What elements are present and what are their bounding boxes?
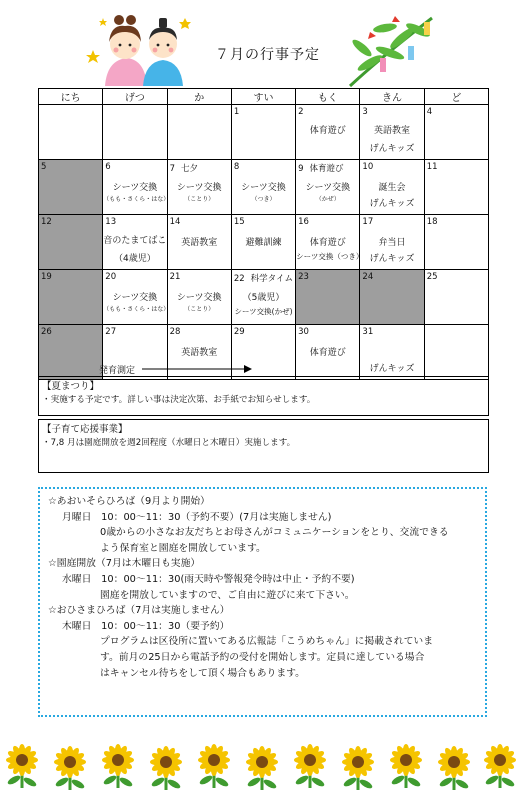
info-desc: す。前月の25日から電話予約の受付を開始します。定員に達している場合 [100,651,425,663]
info-desc: プログラムは区役所に置いてある広報誌「こうめちゃん」に掲載されていま [100,636,433,648]
calendar-cell [231,105,295,160]
calendar-cell [231,270,295,325]
section-body: ・実施する予定です。詳しい事は決定次第、お手紙でお知らせします。 [42,395,316,405]
calendar-cell [360,325,424,380]
calendar-cell [103,270,170,325]
day-number: 17 [362,217,374,227]
day-number: 6 [105,162,111,172]
event-label: 弁当日 [378,238,406,248]
event-label: シーツ交換 [241,183,286,193]
sunflower-icon [384,742,428,788]
sunflower-icon [432,744,476,790]
event-label: シーツ交換 [176,183,222,193]
calendar-cell [360,215,424,270]
info-desc: 園庭を開放していますので、ご自由に遊びに来て下さい。 [100,589,355,601]
bamboo-decoration-icon [340,8,440,90]
natsumatsuri-section [38,376,489,416]
weekday-header: か [167,89,231,105]
day-number: 23 [298,272,309,282]
event-sub-label: （つき） [251,196,276,203]
info-title: ☆あおいそらひろば（9月より開始） [48,496,210,507]
event-label: シーツ交換 [176,293,222,303]
day-number: 7 七夕 [169,164,198,174]
event-label: シーツ交換(かぜ) [234,307,293,316]
sunflower-icon [0,742,44,788]
sunflower-icon [336,744,380,790]
event-label: 誕生会 [378,183,406,193]
info-time: 月曜日 10：00～11：30（予約不要）(7月は実施しません) [62,511,332,523]
calendar-cell [424,270,488,325]
day-number: 18 [426,217,438,227]
calendar-cell [296,325,360,380]
day-number: 27 [105,327,117,337]
kosodate-section [38,419,489,473]
event-sub-label: （もも・さくら・はな） [103,196,170,203]
calendar-cell [424,160,488,215]
day-number: 10 [362,162,374,172]
day-number: 29 [233,327,245,337]
day-number: 16 [298,217,309,227]
event-label: 避難訓練 [245,238,282,248]
calendar-cell [296,160,360,215]
sunflower-icon [48,744,92,790]
calendar-cell-empty [39,105,103,160]
event-label: 体育遊び [309,126,346,136]
calendar-table [38,88,489,380]
calendar-cell-empty [424,325,488,380]
sunflower-icon [478,742,522,788]
weekday-header: げつ [103,89,167,105]
event-label: シーツ交換 [305,183,351,193]
weekday-header: きん [360,89,424,105]
event-label: シーツ交換 [112,293,158,303]
day-number: 4 [426,107,433,117]
event-sub-label: （ことり） [184,306,215,313]
day-number: 14 [169,217,181,227]
calendar-cell [231,160,295,215]
day-number: 25 [426,272,438,282]
info-time: 水曜日 10：00～11：30(雨天時や警報発令時は中止・予約不要) [62,573,355,585]
event-label-inline: 科学タイム [250,274,294,284]
calendar-cell-holiday [39,270,103,325]
info-time: 木曜日 10：00～11：30（要予約） [62,620,230,632]
info-desc: 0歳からの小さなお友だちとお母さんがコミュニケーションをとり、交流できる [100,527,449,539]
event-label-inline: 七夕 [180,164,198,174]
day-number: 28 [169,327,181,337]
event-label: 音のたまてばこ [103,236,167,246]
orihime-icon [105,15,147,86]
event-label: （5歳児） [242,293,285,303]
calendar-week-row [39,160,489,215]
event-label: げんキッズ [369,144,415,154]
calendar-cell [424,105,488,160]
day-number: 15 [233,217,245,227]
sunflower-icon [96,742,140,788]
event-label: げんキッズ [369,254,415,264]
day-number: 30 [298,327,309,337]
calendar-cell [424,215,488,270]
calendar-cell [167,215,231,270]
calendar-cell [296,215,364,270]
calendar-cell-holiday [39,160,103,215]
day-number: 24 [362,272,374,282]
sunflower-icon [192,742,236,788]
calendar-cell-holiday [39,325,103,380]
event-label-inline: 体育遊び [309,164,344,174]
weekday-header: にち [39,89,103,105]
calendar-cell [103,215,167,270]
weekday-header: すい [231,89,295,105]
event-sub-label: （もも・さくら・はな） [103,306,170,313]
calendar-cell [167,160,231,215]
weekday-header: ど [424,89,488,105]
event-label: シーツ交換 [112,183,158,193]
calendar-cell-holiday [360,270,424,325]
day-number: 1 [233,107,240,117]
calendar-cell [360,105,424,160]
section-body: ・7,8 月は園庭開放を週2回程度（水曜日と木曜日）実施します。 [42,438,296,448]
event-label: シーツ交換（つき） [296,252,364,261]
day-number: 9 体育遊び [298,164,344,174]
day-number: 19 [41,272,52,282]
info-desc: はキャンセル待ちをして頂く場合もあります。 [100,667,305,679]
day-number: 3 [362,107,368,117]
event-label: 英語教室 [181,348,218,358]
info-desc: よう保育室と園庭を開放しています。 [100,542,266,554]
calendar-cell [167,270,231,325]
calendar-week-row [39,215,489,270]
weekday-header-row [39,89,489,105]
event-label: 英語教室 [181,238,218,248]
section-heading: 【子育て応援事業】 [42,424,128,435]
calendar-week-row [39,270,489,325]
event-label: げんキッズ [369,364,415,374]
page-title: ７月の行事予定 [215,47,320,63]
day-number: 11 [426,162,438,172]
calendar-cell [360,160,424,215]
day-number: 13 [105,217,117,227]
event-label: 英語教室 [374,126,411,136]
info-title: ☆園庭開放（7月は木曜日も実施） [48,558,201,570]
day-number: 31 [362,327,374,337]
event-sub-label: （ことり） [184,196,215,203]
calendar-week-row [39,105,489,160]
hikoboshi-icon [143,18,183,86]
section-heading: 【夏まつり】 [42,381,100,392]
day-number: 21 [169,272,181,282]
day-number: 5 [41,162,47,172]
calendar-cell-empty [167,105,231,160]
arrow-right-icon [142,364,252,374]
sunflower-icon [288,742,332,788]
calendar-cell [296,105,360,160]
tanabata-couple-illustration [85,10,195,86]
calendar-cell-holiday [39,215,103,270]
day-number: 8 [233,162,240,172]
event-label: （4歳児） [114,254,156,264]
calendar-cell [103,160,170,215]
weekday-header: もく [296,89,360,105]
event-label: 体育遊び [309,348,346,358]
sunflower-icon [240,744,284,790]
day-number: 26 [41,327,52,337]
day-number: 2 [298,107,304,117]
day-number: 22 科学タイム [233,274,294,284]
hattatsu-label: 発育測定 [99,366,136,376]
event-info-box [38,487,487,717]
sunflower-icon [144,744,188,790]
event-sub-label: （かぜ） [315,196,340,203]
day-number: 12 [41,217,52,227]
day-number: 20 [105,272,117,282]
calendar-cell-holiday [296,270,360,325]
event-label: げんキッズ [369,199,415,209]
calendar-cell-empty [103,105,167,160]
event-label: 体育遊び [309,238,346,248]
info-title: ☆おひさまひろば（7月は実施しません） [48,605,230,617]
calendar-cell [231,215,295,270]
